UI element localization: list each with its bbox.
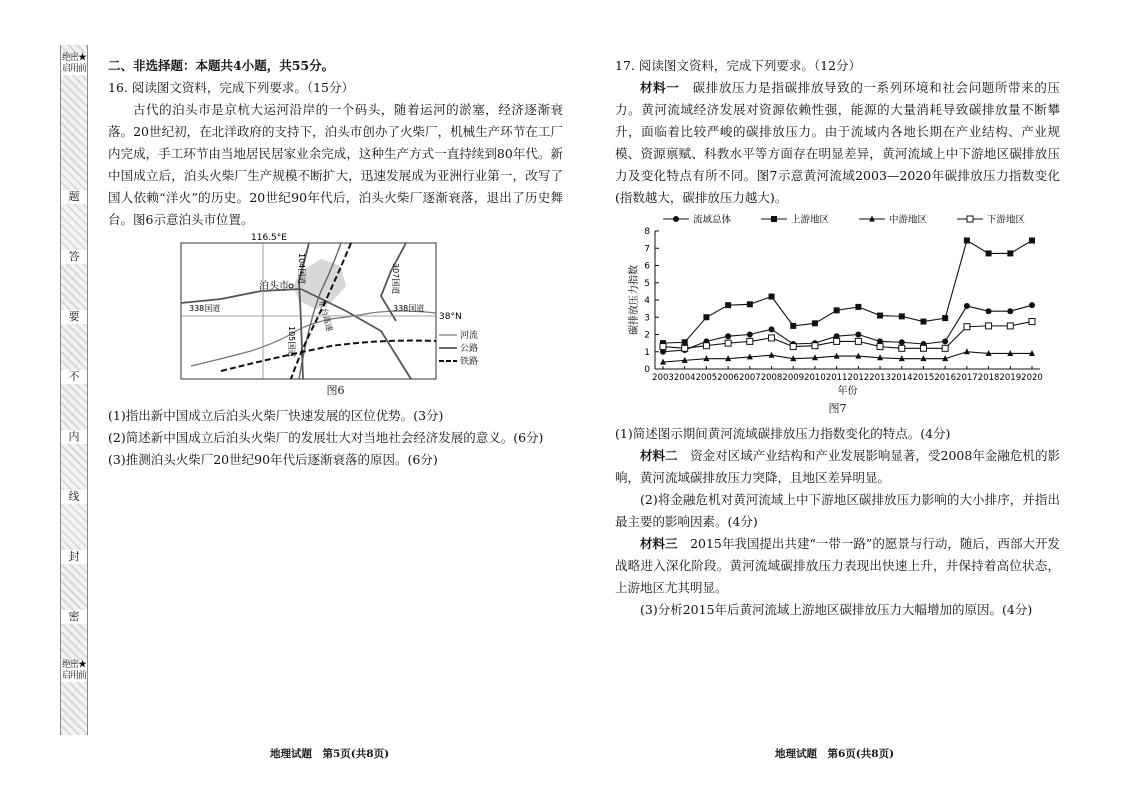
data-point	[964, 324, 970, 330]
chart-legend	[663, 214, 1026, 226]
data-point	[877, 344, 883, 350]
data-point	[855, 304, 861, 310]
y-tick-label: 5	[644, 278, 650, 289]
x-tick-label: 2006	[717, 373, 739, 383]
data-point	[855, 338, 861, 344]
binding-char: 不	[61, 370, 87, 384]
data-point	[790, 323, 796, 329]
series-line	[663, 352, 1032, 362]
question-16-item-1: (1)指出新中国成立后泊头火柴厂快速发展的区位优势。(3分)	[108, 408, 444, 423]
question-17-item-1: (1)简述图示期间黄河流域碳排放压力指数变化的特点。(4分)	[615, 426, 951, 441]
map-legend	[439, 329, 478, 367]
legend-label: 下游地区	[987, 214, 1026, 226]
material-2-text: 资金对区域产业结构和产业发展影响显著，受2008年金融危机的影响，黄河流域碳排放压力突降，且地区差异明显。	[615, 448, 1060, 485]
data-point	[1029, 302, 1035, 308]
y-tick-label: 0	[644, 365, 650, 375]
legend-railway-label: 铁路	[460, 357, 479, 367]
data-point	[747, 338, 753, 344]
section-title: 二、非选择题：本题共4小题，共55分。	[108, 58, 335, 73]
data-point	[964, 348, 970, 354]
data-point	[725, 340, 731, 346]
question-16-item-3: (3)推测泊头火柴厂20世纪90年代后逐渐衰落的原因。(6分)	[108, 452, 438, 467]
data-point	[769, 294, 775, 300]
data-point	[725, 333, 731, 339]
material-3-text: 2015年我国提出共建“一带一路”的愿景与行动，随后，西部大开发战略进入深化阶段。黄河流域碳排放压力表现出快速上升，并保持着高位状态，上游地区尤其明显。	[615, 536, 1060, 595]
question-16-title: 16. 阅读图文资料，完成下列要求。（15分）	[108, 80, 355, 95]
data-point	[747, 332, 753, 338]
data-point	[812, 343, 818, 349]
x-tick-label: 2017	[956, 373, 978, 383]
page-footer-right: 地理试题 第6页(共8页)	[775, 748, 895, 760]
x-tick-label: 2020	[1021, 373, 1043, 383]
data-point	[834, 338, 840, 344]
data-point	[964, 237, 970, 243]
data-point	[1029, 319, 1035, 325]
data-point	[920, 345, 926, 351]
data-point	[660, 344, 666, 350]
city-marker	[289, 284, 293, 288]
chart-y-axis-label: 碳排放压力指数	[629, 265, 640, 335]
data-point	[942, 338, 948, 344]
y-tick-label: 1	[644, 347, 650, 358]
x-tick-label: 2019	[999, 373, 1022, 383]
material-2-label: 材料二	[640, 448, 678, 463]
y-tick-label: 4	[644, 296, 650, 306]
data-point	[747, 301, 753, 307]
legend-label: 中游地区	[889, 214, 928, 226]
material-3-label: 材料三	[640, 536, 678, 551]
y-tick-label: 7	[644, 244, 650, 255]
city-label: 泊头市	[259, 281, 289, 292]
page-footer-left: 地理试题 第5页(共8页)	[270, 748, 390, 760]
data-point	[899, 345, 905, 351]
legend-label: 上游地区	[791, 214, 830, 226]
binding-char: 题	[61, 190, 87, 204]
data-point	[942, 315, 948, 321]
data-point	[986, 308, 992, 314]
material-1	[615, 77, 1060, 209]
y-tick-label: 2	[644, 330, 650, 341]
left-column	[108, 55, 563, 471]
right-column	[615, 55, 1060, 621]
data-point	[769, 326, 775, 332]
data-point	[986, 323, 992, 329]
question-17-item-2: (2)将金融危机对黄河流域上中下游地区碳排放压力影响的大小排序，并指出最主要的影响因素。(4分)	[615, 492, 1060, 529]
expressway-label: 京台高速	[317, 299, 335, 333]
data-point	[964, 303, 970, 309]
figure-6-caption: 图6	[326, 384, 345, 397]
data-point	[703, 343, 709, 349]
x-tick-label: 2011	[825, 373, 848, 383]
binding-bottom-label: 绝密★启用前	[61, 660, 86, 681]
figure-6-map	[108, 231, 563, 381]
data-point	[682, 345, 688, 351]
y-tick-label: 3	[644, 313, 650, 324]
x-tick-label: 2012	[847, 373, 870, 383]
data-point	[812, 320, 818, 326]
question-17-item-3: (3)分析2015年后黄河流域上游地区碳排放压力大幅增加的原因。(4分)	[640, 602, 1033, 617]
x-tick-label: 2008	[760, 373, 783, 383]
data-point	[725, 302, 731, 308]
data-point	[877, 313, 883, 319]
x-tick-label: 2013	[869, 373, 891, 383]
binding-char: 封	[61, 550, 87, 564]
data-point	[986, 250, 992, 256]
data-point	[967, 216, 973, 222]
x-tick-label: 2004	[673, 373, 696, 383]
question-17-title: 17. 阅读图文资料，完成下列要求。（12分）	[615, 58, 862, 73]
data-point	[769, 352, 775, 358]
binding-char: 答	[61, 250, 87, 264]
data-point	[1007, 308, 1013, 314]
x-tick-label: 2018	[977, 373, 1000, 383]
data-point	[1007, 250, 1013, 256]
binding-char: 要	[61, 310, 87, 324]
road-338-west-label: 338国道	[189, 304, 221, 313]
material-2	[615, 445, 1060, 489]
material-1-text: 碳排放压力是指碳排放导致的一系列环境和社会问题所带来的压力。黄河流域经济发展对资源依赖性强，能源的大量消耗导致碳排放量不断攀升，面临着比较严峻的碳排放压力。由于流域内各地长期在产业结构、产业规模、资源禀赋、科教水平等方面存在明显差异，黄河流域上中下游地区碳排放压力及变化特点有所不同。图7示意黄河流域2003—2020年碳排放压力指数变化(指数越大，碳排放压力越大)。	[615, 80, 1060, 205]
road-105-label: 105国道	[287, 326, 296, 358]
road-104-label: 104国道	[297, 253, 306, 285]
data-point	[771, 216, 777, 222]
data-point	[920, 319, 926, 325]
data-point	[1029, 237, 1035, 243]
road-338-east-label: 338国道	[393, 304, 425, 313]
x-tick-label: 2016	[934, 373, 956, 383]
y-tick-label: 6	[644, 261, 650, 272]
figure-7-chart	[615, 209, 1060, 399]
binding-char: 线	[61, 490, 87, 504]
x-tick-label: 2009	[782, 373, 805, 383]
x-tick-label: 2005	[695, 373, 718, 383]
material-3	[615, 533, 1060, 599]
data-point	[769, 335, 775, 341]
data-point	[899, 339, 905, 345]
question-16-item-2: (2)简述新中国成立后泊头火柴厂的发展壮大对当地社会经济发展的意义。(6分)	[108, 430, 544, 445]
legend-river-label: 河流	[460, 331, 479, 341]
binding-strip	[60, 45, 88, 735]
data-point	[673, 216, 679, 222]
data-point	[855, 332, 861, 338]
x-tick-label: 2010	[804, 373, 826, 383]
x-tick-label: 2015	[912, 373, 935, 383]
road-307-label: 307国道	[391, 263, 400, 295]
x-tick-label: 2014	[890, 373, 913, 383]
x-tick-label: 2003	[652, 373, 674, 383]
latitude-label: 38°N	[439, 312, 462, 322]
chart-x-axis-label: 年份	[837, 386, 858, 397]
question-16-material: 古代的泊头市是京杭大运河沿岸的一个码头，随着运河的淤塞，经济逐渐衰落。20世纪初，在北洋政府的支持下，泊头市创办了火柴厂，机械生产环节在工厂内完成，手工环节由当地居民居家业余完成，这种生产方式一直持续到80年代。新中国成立后，泊头火柴厂生产规模不断扩大，迅速发展成为亚洲行业第一，改写了国人依赖“洋火”的历史。20世纪90年代后，泊头火柴厂逐渐衰落，退出了历史舞台。图6示意泊头市位置。	[108, 102, 563, 227]
longitude-label: 116.5°E	[251, 233, 287, 243]
data-point	[942, 345, 948, 351]
chart-plot-area	[660, 237, 1035, 364]
x-tick-label: 2007	[739, 373, 761, 383]
legend-label: 流域总体	[693, 214, 732, 226]
binding-char: 内	[61, 430, 87, 444]
data-point	[899, 313, 905, 319]
data-point	[703, 314, 709, 320]
binding-char: 密	[61, 610, 87, 624]
material-1-label: 材料一	[640, 80, 680, 95]
data-point	[682, 339, 688, 345]
figure-7-caption: 图7	[828, 402, 847, 415]
legend-road-label: 公路	[460, 344, 479, 354]
binding-top-label: 绝密★启用前	[61, 53, 86, 74]
data-point	[834, 307, 840, 313]
data-point	[790, 344, 796, 350]
data-point	[1007, 323, 1013, 329]
series-line	[663, 240, 1032, 343]
y-tick-label: 8	[644, 227, 650, 237]
